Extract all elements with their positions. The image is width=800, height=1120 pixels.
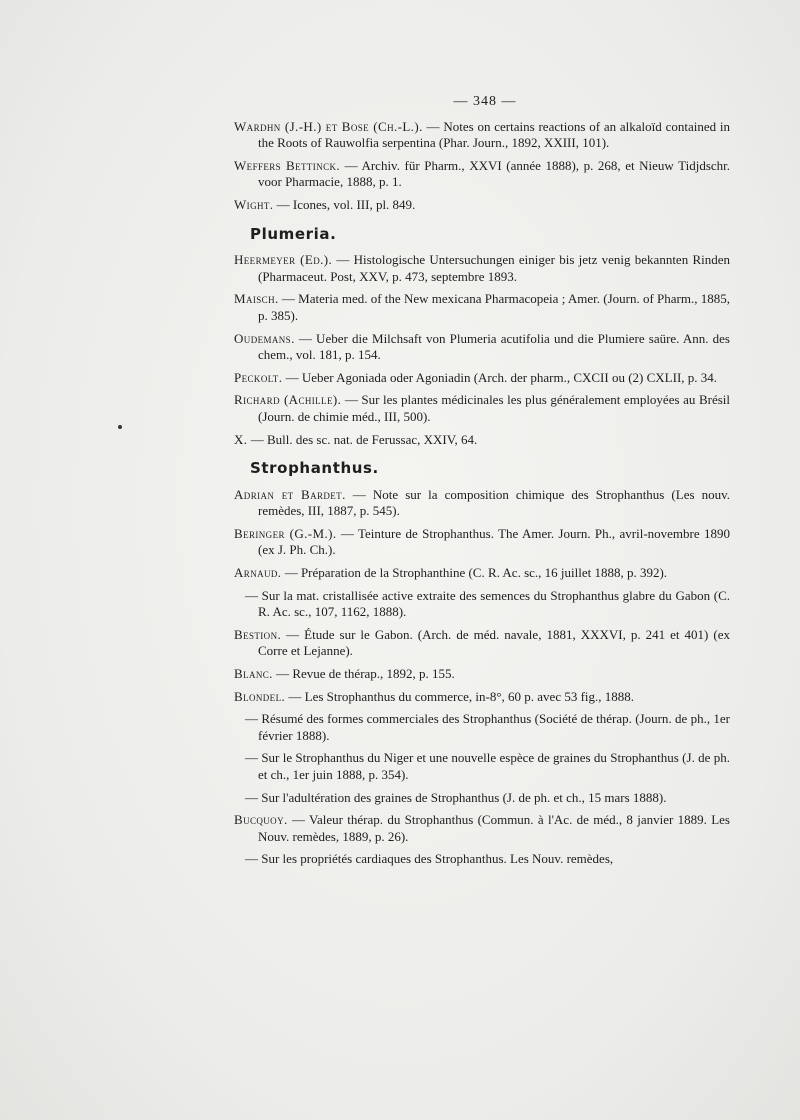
entry-text: — Les Strophanthus du commerce, in-8°, 60 p. avec 53 fig., 1888. [288, 688, 635, 704]
bibliography-entry [234, 851, 730, 868]
bibliography-entry [234, 588, 730, 621]
entry-text: — Sur la mat. cristallisée active extraite des semences du Strophanthus glabre du Gabon (C. R. Ac. sc., 107, 1162, 1888). [245, 587, 730, 620]
entry-text: — Étude sur le Gabon. (Arch. de méd. navale, 1881, XXXVI, p. 241 et 401) (ex Corre et Lejanne). [258, 626, 731, 659]
entry-text: — Sur l'adultération des graines de Strophanthus (J. de ph. et ch., 15 mars 1888). [245, 789, 667, 805]
bibliography-entry [234, 627, 730, 660]
bibliography-entry [234, 331, 730, 364]
bibliography-entry [234, 711, 730, 744]
entry-text: — Icones, vol. III, pl. 849. [276, 196, 416, 212]
bibliography-entry [234, 197, 730, 214]
entry-author: Wight. [234, 196, 274, 212]
entry-text: — Materia med. of the New mexicana Pharmacopeia ; Amer. (Journ. of Pharm., 1885, p. 385). [258, 291, 731, 323]
bibliography-entry [234, 666, 730, 683]
entry-text: — Résumé des formes commerciales des Strophanthus (Société de thérap. (Journ. de ph., 1er février 1888). [245, 711, 730, 743]
entry-text: — Sur les plantes médicinales les plus généralement employées au Brésil (Journ. de chimie méd., III, 500). [258, 392, 730, 424]
entry-author: Bucquoy. [234, 812, 288, 828]
entry-text: — Revue de thérap., 1892, p. 155. [276, 666, 455, 682]
entry-text: — Teinture de Strophanthus. The Amer. Journ. Ph., avril-novembre 1890 (ex J. Ph. Ch.). [258, 525, 730, 558]
entry-author: Maisch. [234, 291, 279, 307]
bibliography-entry [234, 750, 730, 783]
entry-author: Blanc. [234, 666, 273, 682]
entry-author: Oudemans. [234, 330, 295, 346]
entry-text: — Préparation de la Strophanthine (C. R. Ac. sc., 16 juillet 1888, p. 392). [284, 565, 668, 581]
bibliography-entry [234, 812, 730, 845]
entry-text: — Ueber Agoniada oder Agoniadin (Arch. der pharm., CXCII ou (2) CXLII, p. 34. [285, 369, 718, 385]
entry-text: — Sur le Strophanthus du Niger et une nouvelle espèce de graines du Strophanthus (J. de ph. et ch., 1er juin 1888, p. 354). [245, 750, 730, 782]
bibliography-entry [234, 526, 730, 559]
entry-text: — Histologische Untersuchungen einiger bis jetz venig bekannten Rinden (Pharmaceut. Post, XXV, p. 473, septembre 1893. [258, 252, 731, 284]
bibliography-entry [234, 392, 730, 425]
bibliography-entry [234, 158, 730, 191]
entry-text: — Archiv. für Pharm., XXVI (année 1888), p. 268, et Nieuw Tidjdschr. voor Pharmacie, 1888, p. 1. [258, 157, 731, 190]
entry-author: Heermeyer (Ed.). [234, 252, 333, 268]
bibliography-entry [234, 119, 730, 152]
entry-author: Bestion. [234, 626, 282, 642]
entry-author: Blondel. [234, 688, 286, 704]
bibliography-entry [234, 565, 730, 582]
entry-author: Beringer (G.-M.). [234, 525, 337, 541]
entry-text: — Valeur thérap. du Strophanthus (Commun. à l'Ac. de méd., 8 janvier 1889. Les Nouv. remèdes, 1889, p. 26). [258, 812, 730, 844]
bibliography-entry [234, 252, 730, 285]
bibliography-entry [234, 790, 730, 807]
page-number: — 348 — [453, 94, 517, 109]
entry-text: — Notes on certains reactions of an alkaloïd contained in the Roots of Rauwolfia serpentina (Phar. Journ., 1892, XXIII, 101). [258, 118, 731, 151]
entry-author: Richard (Achille). [234, 392, 342, 408]
section-heading: Strophanthus. [250, 459, 379, 478]
page-content [234, 94, 730, 874]
bibliography-entry [234, 432, 730, 449]
entry-text: — Ueber die Milchsaft von Plumeria acutifolia und die Plumiere saüre. Ann. des chem., vol. 181, p. 154. [258, 330, 730, 363]
entry-author: Adrian et Bardet. [234, 486, 346, 502]
entry-text: — Note sur la composition chimique des Strophanthus (Les nouv. remèdes, III, 1887, p. 545). [258, 486, 730, 519]
entry-text: — Sur les propriétés cardiaques des Strophanthus. Les Nouv. remèdes, [245, 851, 614, 867]
entry-text: — Bull. des sc. nat. de Ferussac, XXIV, 64. [250, 431, 478, 447]
bibliography-entry [234, 689, 730, 706]
entry-author: Arnaud. [234, 565, 282, 581]
entry-author: X. [234, 431, 248, 447]
margin-mark [118, 425, 122, 429]
entry-author: Wardhn (J.-H.) et Bose (Ch.-L.). [234, 118, 423, 134]
bibliography-entry [234, 370, 730, 387]
bibliography-entry [234, 291, 730, 324]
entry-author: Weffers Bettinck. [234, 157, 341, 173]
section-heading: Plumeria. [250, 224, 337, 243]
entry-author: Peckolt. [234, 369, 283, 385]
bibliography-entry [234, 487, 730, 520]
